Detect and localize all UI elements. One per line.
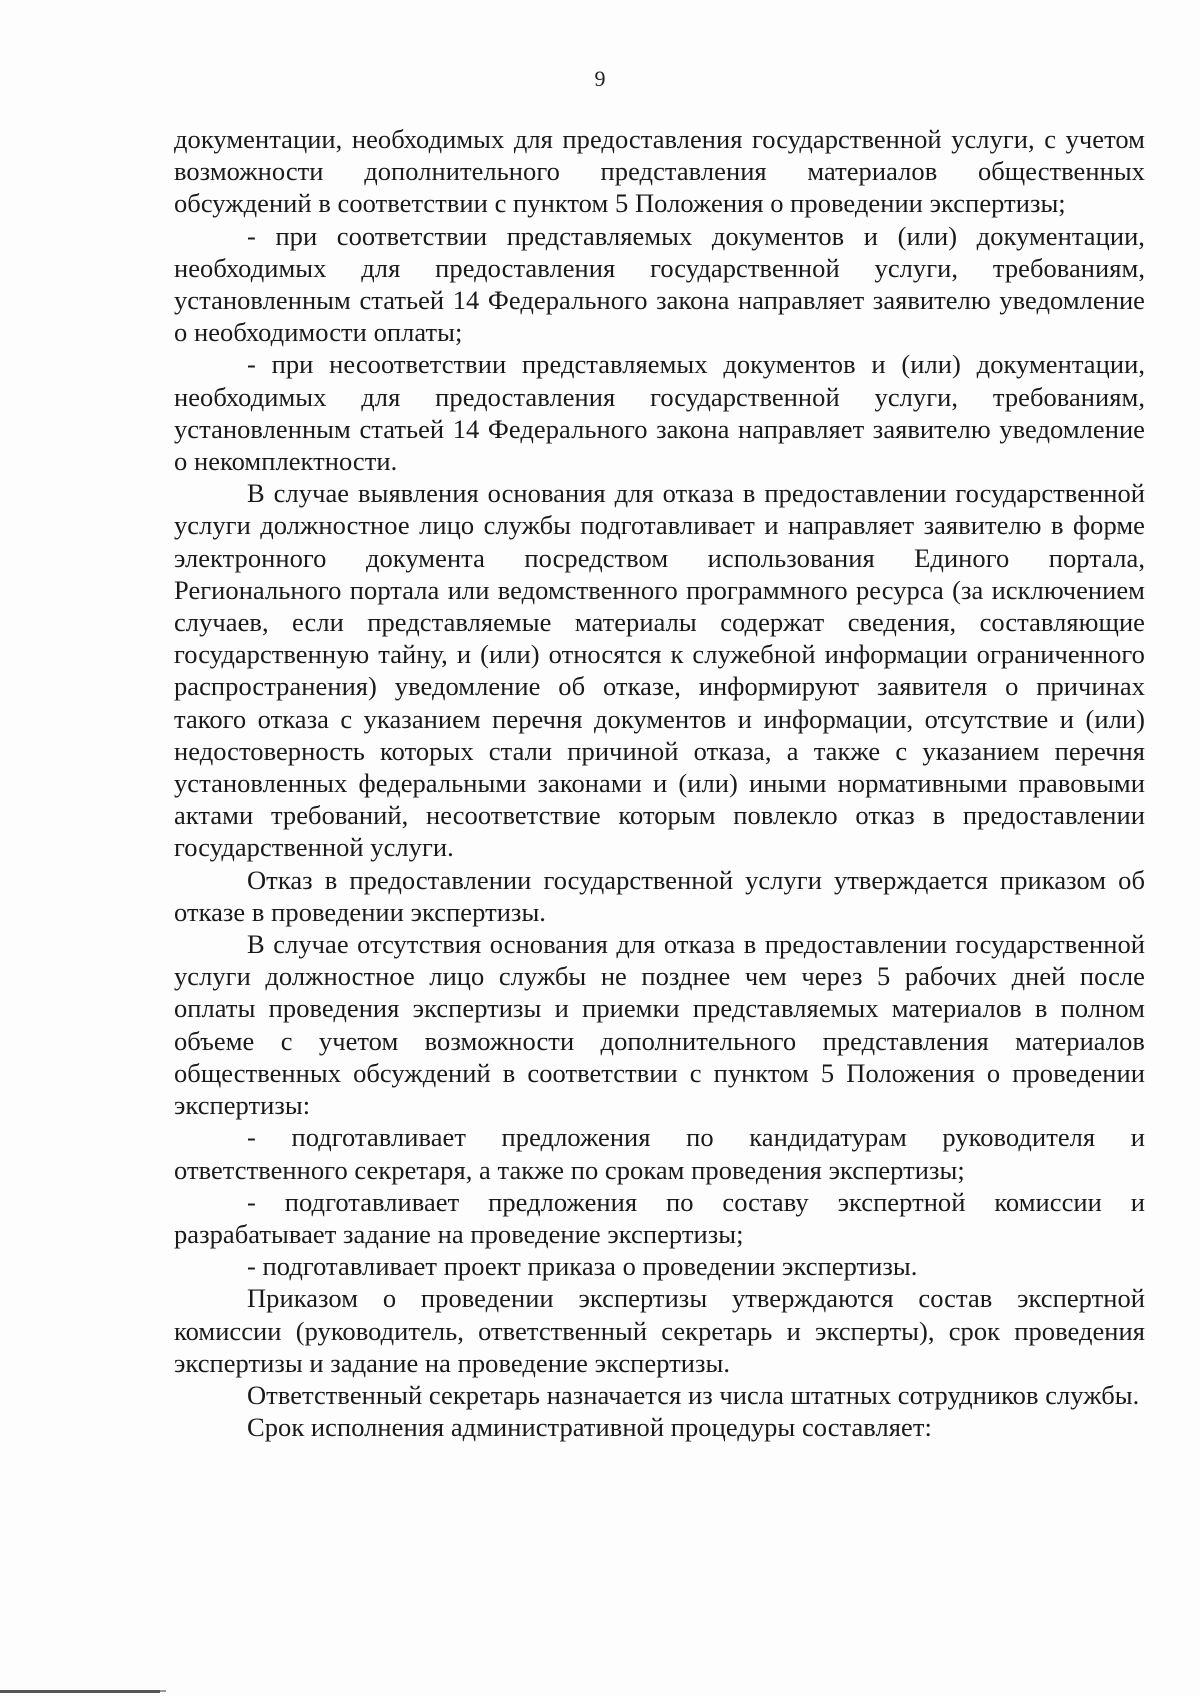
scan-edge-line (0, 1690, 160, 1693)
scan-edge-mark (160, 1690, 166, 1692)
list-item-incompleteness-notice: - при несоответствии представляемых документов и (или) документации, необходимых для предоставления государственной услуги, требованиям, установленным статьей 14 Федерального закона направляет заявителю уведомление о некомплектности. (174, 349, 1145, 477)
document-body (174, 123, 1145, 1443)
list-item-payment-notice: - при соответствии представляемых документов и (или) документации, необходимых для предоставления государственной услуги, требованиям, установленным статьей 14 Федерального закона направляет заявителю уведомление о необходимости оплаты; (174, 220, 1145, 348)
paragraph-no-refusal-grounds: В случае отсутствия основания для отказа в предоставлении государственной услуги должностное лицо службы не позднее чем через 5 рабочих дней после оплаты проведения экспертизы и приемки представляемых материалов в полном объеме с учетом возможности дополнительного представления материалов общественных обсуждений в соответствии с пунктом 5 Положения о проведении экспертизы: (174, 929, 1145, 1121)
paragraph-procedure-term: Срок исполнения административной процедуры составляет: (247, 1412, 932, 1443)
page-number: 9 (594, 66, 606, 91)
paragraph-continuation: документации, необходимых для предоставления государственной услуги, с учетом возможности дополнительного представления материалов общественных обсуждений в соответствии с пунктом 5 Положения о проведении экспертизы; (174, 124, 1145, 219)
paragraph-refusal-order: Отказ в предоставлении государственной услуги утверждается приказом об отказе в проведении экспертизы. (174, 864, 1145, 927)
paragraph-refusal-grounds: В случае выявления основания для отказа в предоставлении государственной услуги должностное лицо службы подготавливает и направляет заявителю в форме электронного документа посредством использования Единого портала, Регионального портала или ведомственного программного ресурса (за исключением случаев, если представляемые материалы содержат сведения, составляющие государственную тайну, и (или) относятся к служебной информации ограниченного распространения) уведомление об отказе, информируют заявителя о причинах такого отказа с указанием перечня документов и информации, отсутствие и (или) недостоверность которых стали причиной отказа, а также с указанием перечня установленных федеральными законами и (или) иными нормативными правовыми актами требований, несоответствие которым повлекло отказ в предоставлении государственной услуги. (174, 478, 1145, 863)
list-item-candidates: - подготавливает предложения по кандидатурам руководителя и ответственного секретаря, а также по срокам проведения экспертизы; (174, 1122, 1145, 1185)
paragraph-secretary: Ответственный секретарь назначается из числа штатных сотрудников службы. (247, 1379, 1140, 1410)
list-item-commission: - подготавливает предложения по составу экспертной комиссии и разрабатывает задание на проведение экспертизы; (174, 1186, 1145, 1249)
paragraph-order-approval: Приказом о проведении экспертизы утверждаются состав экспертной комиссии (руководитель, ответственный секретарь и эксперты), срок проведения экспертизы и задание на проведение экспертизы. (174, 1283, 1145, 1378)
list-item-draft-order: - подготавливает проект приказа о проведении экспертизы. (247, 1251, 918, 1282)
